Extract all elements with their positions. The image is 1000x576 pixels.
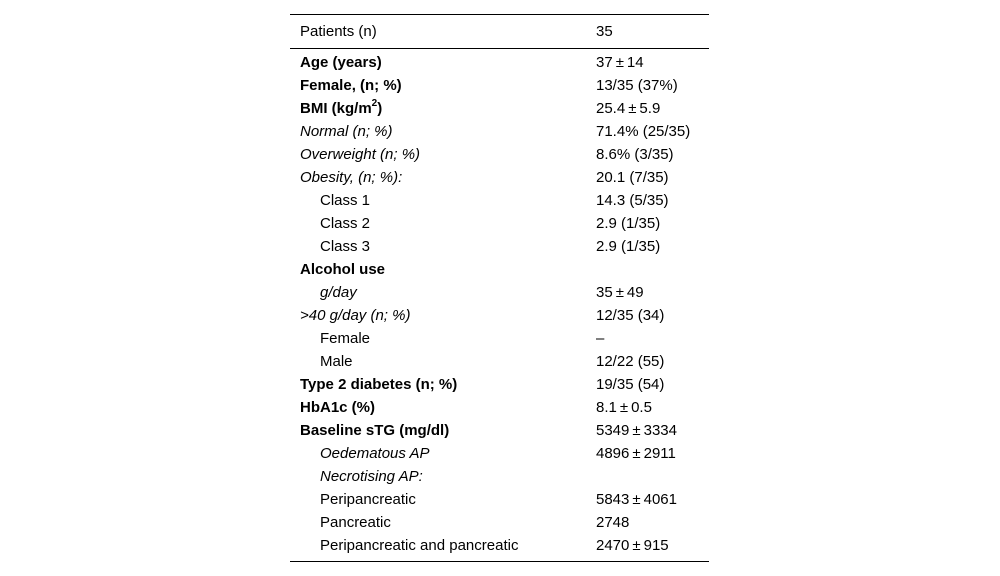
bmi-label-superscript: 2	[371, 98, 378, 109]
header-label: Patients (n)	[300, 23, 377, 40]
row-value: 5349 ± 3334	[596, 422, 677, 439]
table-row-type-2-diabetes	[290, 373, 709, 396]
row-label: Necrotising AP:	[320, 468, 423, 485]
table-row-normal	[290, 120, 709, 143]
row-label	[290, 97, 596, 120]
row-label: Peripancreatic and pancreatic	[320, 537, 519, 554]
table-row-alcohol-male	[290, 350, 709, 373]
row-value: 12/22 (55)	[596, 353, 665, 370]
table-row-necrotising-ap	[290, 465, 709, 488]
bmi-label-text: BMI (kg/m	[300, 100, 372, 117]
row-label: Baseline sTG (mg/dl)	[300, 422, 450, 439]
row-value: 25.4 ± 5.9	[596, 100, 661, 117]
row-value: 2.9 (1/35)	[596, 238, 661, 255]
row-value: 2748	[596, 514, 630, 531]
row-label: HbA1c (%)	[300, 399, 376, 416]
patient-characteristics-table	[290, 14, 709, 562]
row-value: 20.1 (7/35)	[596, 169, 669, 186]
row-value	[596, 465, 709, 488]
row-label: Class 2	[320, 215, 371, 232]
table-row-class-1	[290, 189, 709, 212]
row-label: Normal (n; %)	[300, 123, 393, 140]
row-value: –	[596, 330, 605, 347]
row-label: Obesity, (n; %):	[300, 169, 403, 186]
table-row-pancreatic	[290, 511, 709, 534]
row-label: Alcohol use	[300, 261, 386, 278]
row-label: Female	[320, 330, 371, 347]
row-value: 12/35 (34)	[596, 307, 665, 324]
table-row-class-3	[290, 235, 709, 258]
header-row	[290, 15, 709, 49]
row-label: Female, (n; %)	[300, 77, 402, 94]
table-row-class-2	[290, 212, 709, 235]
row-value: 13/35 (37%)	[596, 77, 678, 94]
row-label: Male	[320, 353, 353, 370]
row-value: 4896 ± 2911	[596, 445, 676, 462]
row-value: 2470 ± 915	[596, 537, 669, 554]
row-value: 8.6% (3/35)	[596, 146, 674, 163]
header-value: 35	[596, 23, 613, 40]
row-value: 19/35 (54)	[596, 376, 665, 393]
row-label: Overweight (n; %)	[300, 146, 421, 163]
table-row-obesity	[290, 166, 709, 189]
row-value: 5843 ± 4061	[596, 491, 677, 508]
table-row-bmi	[290, 97, 709, 120]
patient-characteristics-table-container	[290, 14, 709, 562]
table-row-peripancreatic	[290, 488, 709, 511]
row-label: Pancreatic	[320, 514, 391, 531]
row-label: Type 2 diabetes (n; %)	[300, 376, 458, 393]
row-label: >40 g/day (n; %)	[300, 307, 411, 324]
table-header	[290, 15, 709, 49]
bmi-label-tail: )	[377, 100, 383, 117]
row-label: Oedematous AP	[320, 445, 430, 462]
row-value: 8.1 ± 0.5	[596, 399, 652, 416]
row-value	[596, 258, 709, 281]
row-value: 71.4% (25/35)	[596, 123, 691, 140]
row-label: Class 1	[320, 192, 371, 209]
row-value: 14.3 (5/35)	[596, 192, 669, 209]
table-row-baseline-stg	[290, 419, 709, 442]
table-row-alcohol-use	[290, 258, 709, 281]
row-label: g/day	[320, 284, 357, 301]
table-row-age	[290, 49, 709, 75]
table-row-alcohol-female	[290, 327, 709, 350]
row-value: 2.9 (1/35)	[596, 215, 661, 232]
table-row-oedematous-ap	[290, 442, 709, 465]
table-row-over-40-g-day	[290, 304, 709, 327]
table-body	[290, 49, 709, 562]
table-row-overweight	[290, 143, 709, 166]
table-row-female	[290, 74, 709, 97]
row-label: Peripancreatic	[320, 491, 416, 508]
row-label: Age (years)	[300, 54, 382, 71]
table-row-hba1c	[290, 396, 709, 419]
row-label: Class 3	[320, 238, 371, 255]
row-value: 37 ± 14	[596, 54, 644, 71]
table-row-g-day	[290, 281, 709, 304]
table-row-peripancreatic-and-pancreatic	[290, 534, 709, 562]
row-value: 35 ± 49	[596, 284, 644, 301]
